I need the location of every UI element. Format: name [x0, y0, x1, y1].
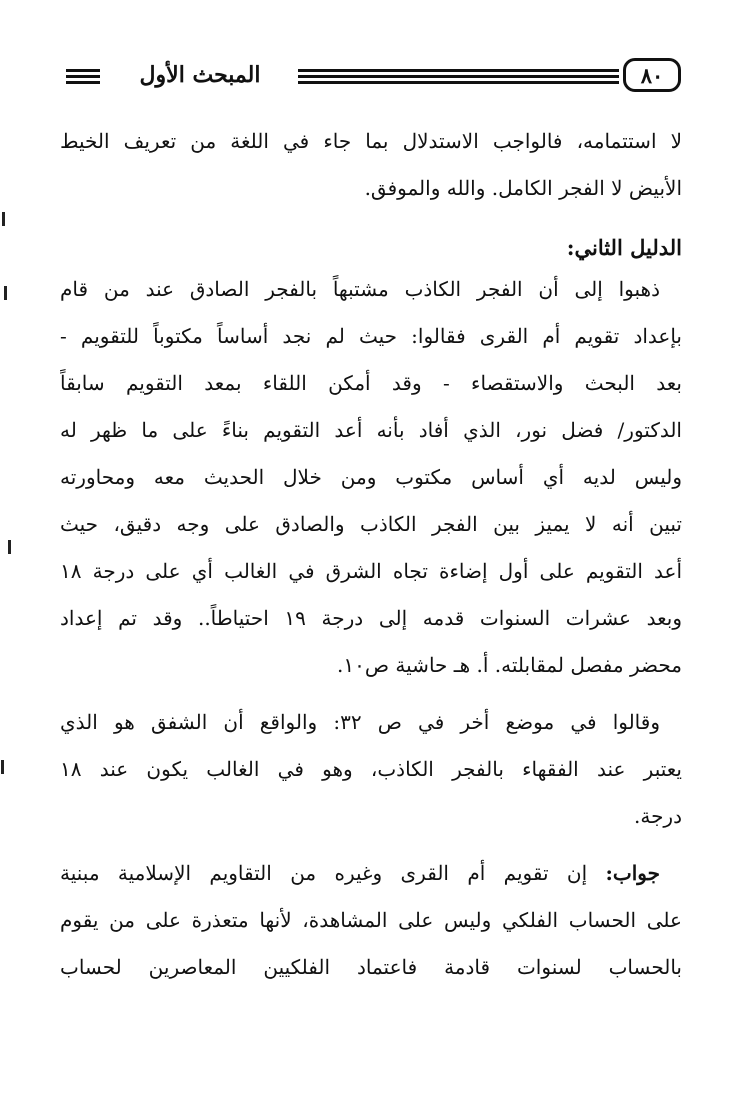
header-rule — [298, 75, 619, 78]
header-rule — [66, 69, 100, 72]
text-line: بإعداد تقويم أم القرى فقالوا: حيث لم نجد أساساً مكتوباً للتقويم - — [60, 324, 682, 348]
text-line: وقالوا في موضع أخر في ص ٣٢: والواقع أن الشفق هو الذي — [60, 710, 660, 734]
answer-label: جواب: — [605, 861, 660, 885]
scan-mark — [4, 286, 7, 300]
chapter-title: المبحث الأول — [139, 62, 261, 88]
text-line: يعتبر عند الفقهاء بالفجر الكاذب، وهو في الغالب يكون عند ١٨ — [60, 757, 682, 781]
page-number: ٨٠ — [623, 58, 681, 92]
text-line: وليس لديه أي أساس مكتوب ومن خلال الحديث معه ومحاورته — [60, 465, 682, 489]
header-rule — [66, 75, 100, 78]
header-rule — [298, 69, 619, 72]
header-rule — [298, 81, 619, 84]
text-line — [60, 850, 682, 897]
text-line: بالحساب لسنوات قادمة فاعتماد الفلكيين المعاصرين لحساب — [60, 955, 682, 979]
header-rule — [66, 81, 100, 84]
text-line: ذهبوا إلى أن الفجر الكاذب مشتبهاً بالفجر الصادق عند من قام — [60, 277, 660, 301]
text-line: وبعد عشرات السنوات قدمه إلى درجة ١٩ احتياطاً.. وقد تم إعداد — [60, 606, 682, 630]
scan-mark — [2, 212, 5, 226]
page-body — [60, 118, 682, 991]
text-line: بعد البحث والاستقصاء - وقد أمكن اللقاء بمعد التقويم سابقاً — [60, 371, 682, 395]
text-line: محضر مفصل لمقابلته. أ. هـ حاشية ص١٠. — [337, 653, 682, 677]
text-line: على الحساب الفلكي وليس على المشاهدة، لأنها متعذرة على من يقوم — [60, 908, 682, 932]
section-heading: الدليل الثاني: — [566, 235, 682, 260]
text-line: أعد التقويم على أول إضاءة تجاه الشرق في الغالب أي على درجة ١٨ — [60, 559, 682, 583]
scan-mark — [1, 760, 4, 774]
text-span: إن تقويم أم القرى وغيره من التقاويم الإسلامية مبنية — [60, 861, 606, 885]
text-line: درجة. — [633, 804, 682, 828]
text-line: لا استتمامه، فالواجب الاستدلال بما جاء في اللغة من تعريف الخيط — [60, 129, 682, 153]
text-line: تبين أنه لا يميز بين الفجر الكاذب والصادق على وجه دقيق، حيث — [60, 512, 682, 536]
text-line: الدكتور/ فضل نور، الذي أفاد بأنه أعد التقويم بناءً على ما ظهر له — [60, 418, 682, 442]
text-line: الأبيض لا الفجر الكامل. والله والموفق. — [364, 176, 682, 200]
scan-mark — [8, 540, 11, 554]
page-header — [66, 58, 681, 98]
